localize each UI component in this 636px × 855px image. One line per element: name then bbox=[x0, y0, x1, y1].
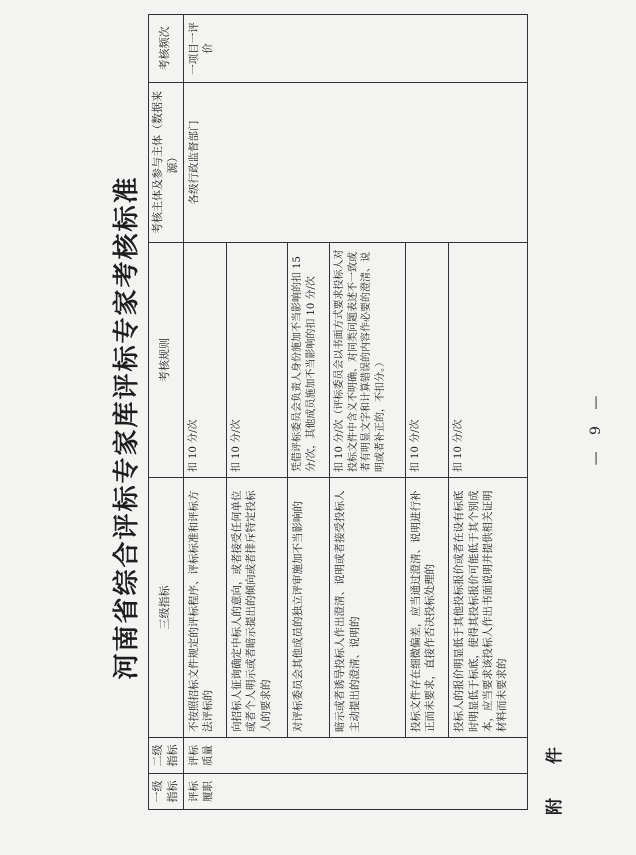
assessment-table bbox=[148, 14, 528, 810]
rule-cell: 扣 10 分/次 bbox=[405, 243, 449, 478]
document-title: 河南省综合评标专家库评标专家考核标准 bbox=[112, 175, 142, 680]
level2-cell: 评标质量 bbox=[183, 738, 527, 774]
indicator-cell: 不按照招标文件规定的评标程序、评标标准和评标方法评标的 bbox=[183, 478, 227, 738]
table-row bbox=[183, 15, 227, 810]
subject-cell: 各级行政监督部门 bbox=[183, 83, 527, 243]
table-header-row bbox=[149, 15, 184, 810]
rule-cell: 扣 10 分/次 bbox=[449, 243, 528, 478]
rule-cell: 凭借评标委员会负责人身份施加不当影响的扣 15 分/次，其他成员施加不当影响的扣 10 分/次 bbox=[288, 243, 330, 478]
header-subject: 考核主体及参与主体（数据来源） bbox=[149, 83, 184, 243]
indicator-cell: 暗示或者诱导投标人作出澄清、说明或者接受投标人主动提出的澄清、说明的 bbox=[330, 478, 405, 738]
rule-cell: 扣 10 分/次 bbox=[183, 243, 227, 478]
frequency-cell: 一项目一评价 bbox=[183, 15, 527, 83]
rule-cell: 扣 10 分/次 bbox=[227, 243, 288, 478]
header-rule: 考核规则 bbox=[149, 243, 184, 478]
indicator-cell: 向招标人征询确定中标人的意向，或者接受任何单位或者个人明示或者暗示提出的倾向或者排斥特定投标人的要求的 bbox=[227, 478, 288, 738]
page-number: — 9 — bbox=[588, 389, 604, 466]
level1-cell: 评标履职 bbox=[183, 774, 527, 810]
header-level3: 三级指标 bbox=[149, 478, 184, 738]
indicator-cell: 对评标委员会其他成员的独立评审施加不当影响的 bbox=[288, 478, 330, 738]
header-frequency: 考核频次 bbox=[149, 15, 184, 83]
indicator-cell: 投标人的报价明显低于其他投标报价或者在设有标底时明显低于标底，使得其投标报价可能低于其个别成本，应当要求该投标人作出书面说明并提供相关证明材料而未要求的 bbox=[449, 478, 528, 738]
attachment-label: 附 件 bbox=[545, 733, 565, 815]
indicator-cell: 投标文件存在细微偏差，应当通过澄清、说明进行补正而未要求，直接作否决投标处理的 bbox=[405, 478, 449, 738]
header-level1: 一级指标 bbox=[149, 774, 184, 810]
rule-cell: 扣 10 分/次（评标委员会以书面方式要求投标人对投标文件中含义不明确、对同类问题表述不一致或者有明显文字和计算错误的内容作必要的澄清、说明或者补正的，不扣分。） bbox=[330, 243, 405, 478]
header-level2: 二级指标 bbox=[149, 738, 184, 774]
